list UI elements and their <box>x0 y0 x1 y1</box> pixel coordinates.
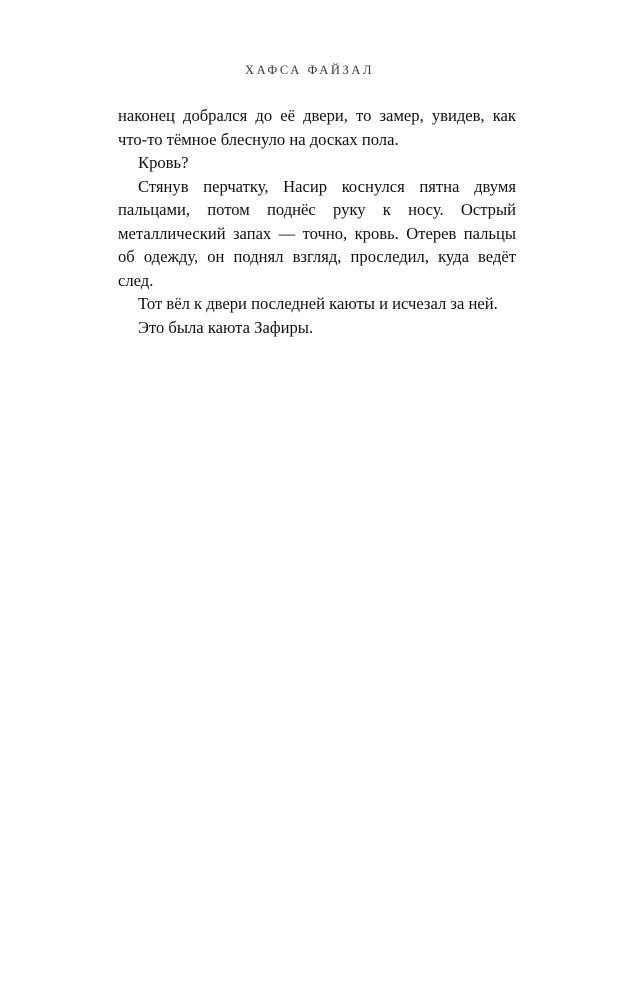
paragraph: Стянув перчатку, Насир коснулся пятна двумя пальцами, потом поднёс руку к носу. Острый металлический запах — точно, кровь. Отерев пальцы об одежду, он поднял взгляд, проследил, куда ведёт след. <box>118 176 516 290</box>
paragraph-continuation: наконец добрался до её двери, то замер, увидев, как что-то тёмное блеснуло на досках пола. <box>118 106 516 149</box>
paragraph: Тот вёл к двери последней каюты и исчезал за ней. <box>138 294 498 313</box>
body-text <box>118 104 516 339</box>
paragraph: Кровь? <box>138 153 189 172</box>
paragraph: Это была каюта Зафиры. <box>138 317 314 337</box>
running-header: ХАФСА ФАЙЗАЛ <box>244 63 375 77</box>
